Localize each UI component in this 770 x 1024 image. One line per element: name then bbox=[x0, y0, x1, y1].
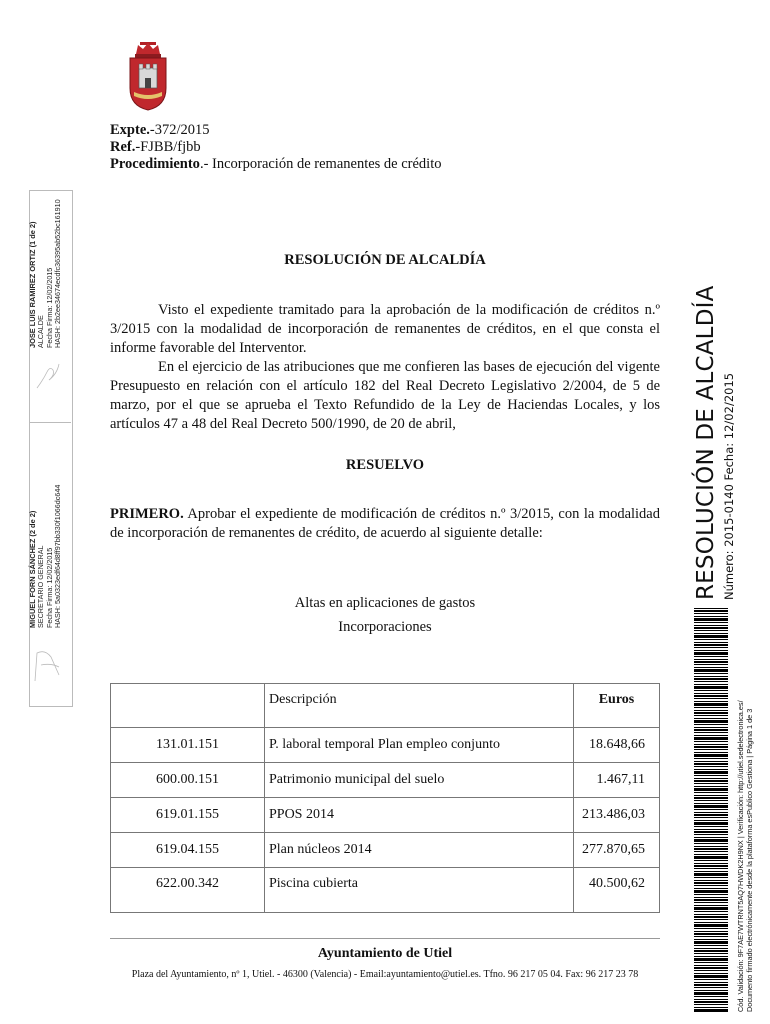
row-code: 619.04.155 bbox=[111, 833, 265, 868]
header-euros: Euros bbox=[574, 684, 660, 728]
row-amount: 213.486,03 bbox=[574, 798, 660, 833]
handwritten-signature-2-icon bbox=[31, 645, 65, 685]
row-code: 622.00.342 bbox=[111, 868, 265, 913]
row-description: Plan núcleos 2014 bbox=[265, 833, 574, 868]
table-row bbox=[111, 763, 660, 798]
footer-address: Plaza del Ayuntamiento, nº 1, Utiel. - 46300 (Valencia) - Email:ayuntamiento@utiel.es. Tfno. 96 217 05 04. Fax: 96 217 23 78 bbox=[131, 969, 639, 980]
stamp-number-date: Número: 2015-0140 Fecha: 12/02/2015 bbox=[722, 372, 736, 600]
row-amount: 277.870,65 bbox=[574, 833, 660, 868]
procedimiento-value: .- Incorporación de remanentes de crédito bbox=[199, 156, 442, 172]
signature-2-name: MIGUEL FORN SÁNCHEZ (2 de 2) bbox=[28, 510, 37, 628]
row-amount: 40.500,62 bbox=[574, 868, 660, 913]
signature-2-hash: HASH: 5a0323edf64d8ff97bb330f1066dc644 bbox=[52, 484, 62, 628]
validation-line-2: Documento firmado electrónicamente desde la plataforma esPublico Gestiona | Página 1 de 3 bbox=[744, 708, 754, 1012]
row-amount: 1.467,11 bbox=[574, 763, 660, 798]
row-description: Patrimonio municipal del suelo bbox=[265, 763, 574, 798]
table-header-row bbox=[111, 684, 660, 728]
coat-of-arms-icon bbox=[124, 40, 172, 112]
row-code: 600.00.151 bbox=[111, 763, 265, 798]
signature-divider bbox=[29, 422, 71, 423]
paragraph-ejercicio-text: En el ejercicio de las atribuciones que me confieren las bases de ejecución del vigente Presupuesto en relación con el artículo 182 del Real Decreto Legislativo 2/2004, de 5 de marzo, por el que se aprueba el Texto Refundido de la Ley de Haciendas Locales, y los artículos 47 a 48 del Real Decreto 500/1990, de 20 de abril, bbox=[110, 359, 660, 432]
primero-label: PRIMERO. bbox=[110, 506, 184, 522]
paragraph-visto-text: Visto el expediente tramitado para la aprobación de la modificación de créditos n.º 3/2015 con la modalidad de incorporación de remanentes de créditos, en el que consta el informe favorable del Interventor. bbox=[110, 302, 660, 356]
table-row bbox=[111, 868, 660, 913]
signature-1-hash: HASH: 2b2ee34674ecdfc36395ab52bc161910 bbox=[52, 199, 62, 348]
document-title: RESOLUCIÓN DE ALCALDÍA bbox=[284, 252, 486, 268]
header-description: Descripción bbox=[265, 684, 574, 728]
header-code bbox=[111, 684, 265, 728]
incorporaciones-heading: Incorporaciones bbox=[338, 619, 432, 635]
ref-value: -FJBB/fjbb bbox=[135, 139, 201, 155]
credit-detail-table bbox=[110, 683, 660, 913]
signature-1-block bbox=[29, 199, 62, 348]
signature-2-block bbox=[29, 485, 62, 628]
signature-2-date: Fecha Firma: 12/02/2015 bbox=[44, 547, 54, 628]
altas-heading: Altas en aplicaciones de gastos bbox=[294, 595, 476, 611]
paragraph-ejercicio bbox=[110, 358, 660, 434]
row-code: 131.01.151 bbox=[111, 728, 265, 763]
signature-1-role: ALCALDE bbox=[36, 315, 46, 348]
row-description: P. laboral temporal Plan empleo conjunto bbox=[265, 728, 574, 763]
validation-block bbox=[737, 700, 754, 1012]
validation-line-1: Cód. Validación: 9F7AE7WTRNT5AQ7HWDK2H9NX | Verificación: http://utiel.sedelectronica.es/ bbox=[736, 700, 745, 1012]
row-description: Piscina cubierta bbox=[265, 868, 574, 913]
expte-label: Expte. bbox=[110, 122, 150, 138]
ref-label: Ref. bbox=[110, 139, 136, 155]
table-row bbox=[111, 833, 660, 868]
table-row bbox=[111, 798, 660, 833]
signature-2-role: SECRETARIO GENERAL bbox=[36, 545, 46, 628]
footer-organization: Ayuntamiento de Utiel bbox=[317, 946, 453, 961]
row-amount: 18.648,66 bbox=[574, 728, 660, 763]
barcode-icon bbox=[694, 608, 728, 1012]
signature-1-date: Fecha Firma: 12/02/2015 bbox=[44, 267, 54, 348]
row-description: PPOS 2014 bbox=[265, 798, 574, 833]
resuelvo-heading: RESUELVO bbox=[345, 457, 425, 473]
table-row bbox=[111, 728, 660, 763]
procedimiento-label: Procedimiento bbox=[110, 156, 200, 172]
stamp-title: RESOLUCIÓN DE ALCALDÍA bbox=[693, 285, 719, 600]
paragraph-visto bbox=[110, 301, 660, 358]
document-header bbox=[110, 122, 442, 173]
row-code: 619.01.155 bbox=[111, 798, 265, 833]
handwritten-signature-1-icon bbox=[33, 358, 63, 392]
paragraph-primero bbox=[110, 505, 660, 543]
expte-value: -372/2015 bbox=[149, 122, 210, 138]
primero-text: Aprobar el expediente de modificación de créditos n.º 3/2015, con la modalidad de incorporación de remanentes de crédito, de acuerdo al siguiente detalle: bbox=[110, 506, 660, 541]
footer-divider bbox=[110, 938, 660, 939]
signature-1-name: JOSE LUIS RAMIREZ ORTIZ (1 de 2) bbox=[28, 221, 37, 348]
